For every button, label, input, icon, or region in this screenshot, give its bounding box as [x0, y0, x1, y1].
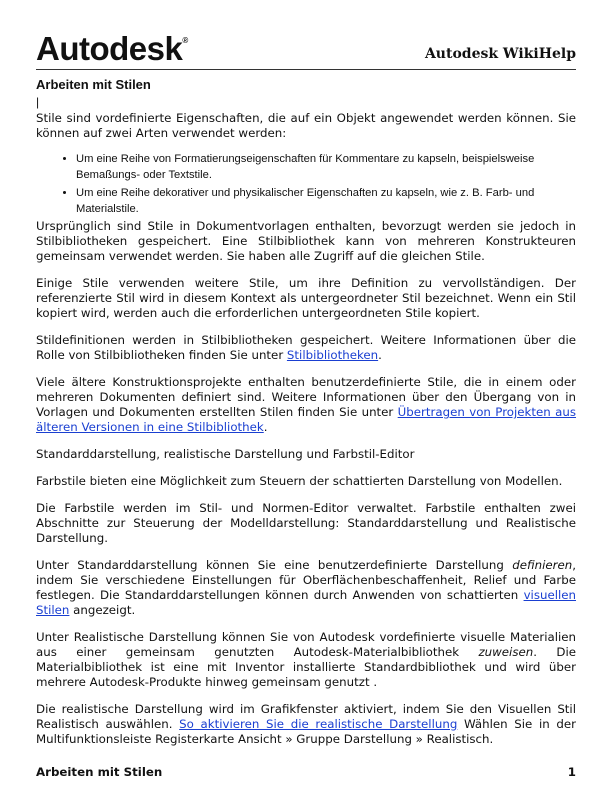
paragraph-realistic-appearance	[36, 630, 576, 690]
paragraph-text: Unter Realistische Darstellung können Sie von Autodesk vordefinierte visuelle Materialien aus einer gemeinsam genutzten Autodesk-Materialbibliothek	[36, 630, 576, 659]
paragraph-style-editor: Die Farbstile werden im Stil- und Normen-Editor verwaltet. Farbstile enthalten zwei Abschnitte zur Steuerung der Modelldarstellung: Standarddarstellung und Realistische Darstellung.	[36, 501, 576, 545]
paragraph-activate-realistic	[36, 702, 576, 747]
intro-paragraph: Stile sind vordefinierte Eigenschaften, die auf ein Objekt angewendet werden können. Sie können auf zwei Arten verwendet werden:	[36, 111, 576, 140]
paragraph-text: Stildefinitionen werden in Stilbibliotheken gespeichert. Weitere Informationen über die Rolle von Stilbibliotheken finden Sie unter	[36, 333, 576, 362]
paragraph-storage: Ursprünglich sind Stile in Dokumentvorlagen enthalten, bevorzugt werden sie jedoch in Stilbibliotheken gespeichert. Eine Stilbibliothek kann von mehreren Konstrukteuren gemeinsam verwendet werden. Sie haben alle Zugriff auf die gleichen Stile.	[36, 219, 576, 263]
site-name: Autodesk WikiHelp	[424, 46, 576, 62]
link-activate-realistic[interactable]: So aktivieren Sie die realistische Darstellung	[179, 717, 458, 731]
paragraph-style-libraries	[36, 333, 576, 363]
paragraph-text: .	[378, 348, 382, 362]
link-visual-styles[interactable]: visuellen Stilen	[36, 588, 576, 617]
paragraph-child-styles: Einige Stile verwenden weitere Stile, um ihre Definition zu vervollständigen. Der referenzierte Stil wird in diesem Kontext als untergeordneter Stil bezeichnet. Wenn ein Stil kopiert wird, werden auch die erforderlichen untergeordneten Stile kopiert.	[36, 276, 576, 320]
list-item: • Um eine Reihe dekorativer und physikalischer Eigenschaften zu kapseln, wie z. B. Farb- und Materialstile.	[76, 185, 576, 217]
paragraph-text: angezeigt.	[69, 603, 136, 617]
header-divider	[36, 69, 576, 70]
paragraph-text: . Die Materialbibliothek ist eine mit Inventor installierte Standardbibliothek und wird über mehrere Autodesk-Produkte hinweg gemeinsam genutzt .	[36, 645, 576, 689]
footer-title: Arbeiten mit Stilen	[36, 765, 163, 779]
link-migrate-projects[interactable]: Übertragen von Projekten aus älteren Versionen in eine Stilbibliothek	[36, 405, 576, 434]
paragraph-text: Wählen Sie in der Multifunktionsleiste Registerkarte Ansicht » Gruppe Darstellung » Realistisch.	[36, 717, 576, 746]
link-stilbibliotheken[interactable]: Stilbibliotheken	[286, 348, 379, 362]
section-heading-appearance: Standarddarstellung, realistische Darstellung und Farbstil-Editor	[36, 447, 415, 461]
paragraph-text: Die realistische Darstellung wird im Grafikfenster aktiviert, indem Sie den Visuellen Stil Realistisch auswählen.	[36, 702, 576, 731]
logo-text: Autodesk	[36, 30, 183, 67]
emphasis-definieren: definieren	[512, 558, 573, 572]
emphasis-zuweisen: zuweisen	[478, 645, 534, 659]
paragraph-legacy-projects	[36, 375, 576, 435]
registered-mark: ®	[182, 36, 188, 45]
list-item: • Um eine Reihe von Formatierungseigenschaften für Kommentare zu kapseln, beispielsweise Bemaßungs- oder Textstile.	[76, 151, 576, 183]
article-body	[36, 111, 576, 759]
autodesk-logo	[36, 30, 188, 68]
page-title: Arbeiten mit Stilen	[36, 77, 151, 92]
paragraph-standard-appearance	[36, 558, 576, 618]
text-cursor: |	[36, 95, 40, 109]
paragraph-text: .	[263, 420, 268, 434]
paragraph-text: , indem Sie verschiedene Einstellungen für Oberflächenbeschaffenheit, Relief und Farbe festlegen. Die Standarddarstellungen können durch Anwenden von schattierten	[36, 558, 576, 602]
page-number: 1	[567, 765, 576, 779]
paragraph-text: Viele ältere Konstruktionsprojekte enthalten benutzerdefinierte Stile, die in einem oder mehreren Dokumenten definiert sind. Weitere Informationen über den Übergang von in Vorlagen und Dokumenten erstellten Stilen finden Sie unter	[36, 375, 576, 419]
usage-list	[36, 151, 576, 217]
paragraph-color-styles: Farbstile bieten eine Möglichkeit zum Steuern der schattierten Darstellung von Modellen.	[36, 474, 563, 488]
paragraph-text: Unter Standarddarstellung können Sie eine benutzerdefinierte Darstellung	[36, 558, 513, 572]
